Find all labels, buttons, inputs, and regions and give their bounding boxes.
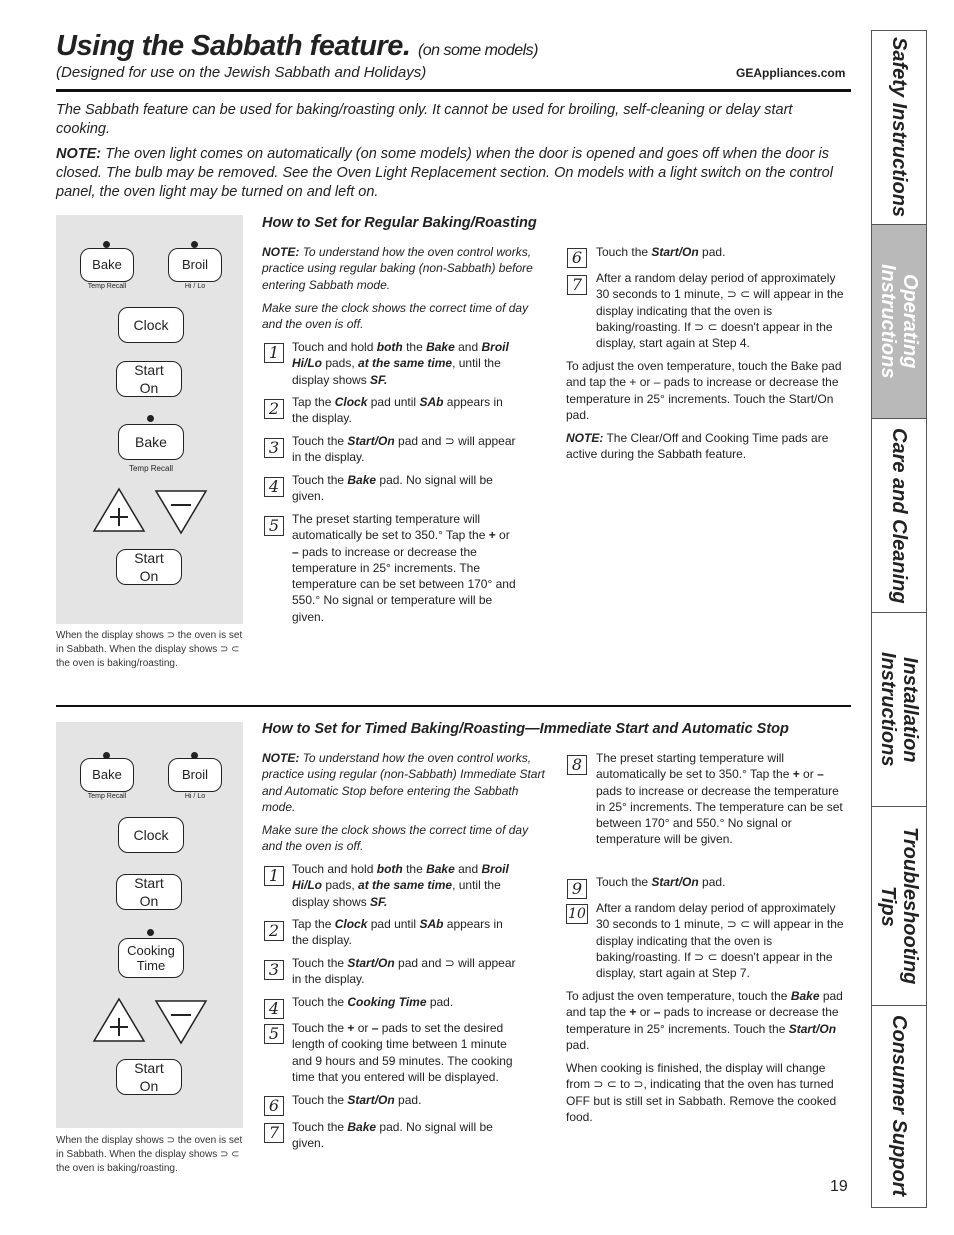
section-heading: How to Set for Regular Baking/Roasting	[262, 215, 537, 231]
step-text: Tap the Clock pad until SAb appears in the display.	[292, 917, 503, 948]
step-number: 9	[567, 879, 587, 899]
minus-pad[interactable]	[156, 1001, 206, 1043]
indicator-dot	[147, 929, 154, 936]
broil-pad[interactable]: Broil	[168, 758, 222, 792]
page-number: 19	[830, 1178, 848, 1195]
step-text: Touch the Start/On pad.	[596, 245, 726, 259]
tab-troubleshooting-tips[interactable]: Troubleshooting Tips	[872, 807, 926, 1006]
adjust-temperature-text: To adjust the oven temperature, touch the Bake pad and tap the + or – pads to increase or decrease the temperature in 25° increments. Touch the Start/On pad.	[566, 989, 843, 1052]
cooking-finished-text: When cooking is finished, the display will change from ⊃ ⊂ to ⊃, indicating that the oven has turned OFF but is still set in Sabbath. Remove the cooked food.	[566, 1061, 837, 1124]
start-on-pad[interactable]: Start On	[116, 874, 182, 910]
practice-note: NOTE: To understand how the oven control works, practice using regular (non-Sabbath) Immediate Start and Automatic Stop before entering the Sabbath mode.	[262, 751, 545, 814]
step-text: After a random delay period of approximately 30 seconds to 1 minute, ⊃ ⊂ will appear in the display indicating that the oven is baking/roasting. If ⊃ ⊂ doesn't appear in the display, start again at Step 4.	[596, 271, 844, 351]
step-text: Touch the Start/On pad.	[596, 875, 726, 889]
adjust-temperature-text: To adjust the oven temperature, touch the Bake pad and tap the + or – pads to increase or decrease the temperature in 25° increments. Touch the Start/On pad.	[566, 359, 842, 422]
panel-caption: When the display shows ⊃ the oven is set in Sabbath. When the display shows ⊃ ⊂ the oven is baking/roasting.	[56, 630, 243, 669]
step-text: The preset starting temperature will automatically be set to 350.° Tap the + or – pads to increase or decrease the temperature in 25° increments. The temperature can be set between 170° and 550.° No signal or temperature will be given.	[292, 512, 516, 624]
step-number: 1	[264, 866, 284, 886]
step-text: Touch the Bake pad. No signal will be given.	[292, 1120, 493, 1151]
step-text: Touch the Bake pad. No signal will be given.	[292, 473, 493, 504]
start-on-pad-2[interactable]: Start On	[116, 549, 182, 585]
clock-pad[interactable]: Clock	[118, 817, 184, 853]
section-tabs	[871, 30, 927, 1208]
page-subtitle: (Designed for use on the Jewish Sabbath and Holidays)	[56, 64, 427, 81]
bake-pad[interactable]: Bake	[80, 758, 134, 792]
control-panel-illustration	[56, 215, 243, 624]
step-text: Touch the Start/On pad and ⊃ will appear in the display.	[292, 956, 516, 987]
hi-lo-label: Hi / Lo	[184, 283, 206, 290]
step-number: 3	[264, 960, 284, 980]
panel-caption: When the display shows ⊃ the oven is set in Sabbath. When the display shows ⊃ ⊂ the oven is baking/roasting.	[56, 1135, 243, 1174]
step-text: After a random delay period of approximately 30 seconds to 1 minute, ⊃ ⊂ will appear in the display indicating that the oven is baking/roasting. If ⊃ ⊂ doesn't appear in the display, start again at Step 7.	[596, 901, 844, 981]
step-number: 4	[264, 477, 284, 497]
page-title: Using the Sabbath feature. (on some models)	[56, 30, 538, 62]
step-number: 5	[264, 516, 284, 536]
indicator-dot	[147, 415, 154, 422]
tab-installation-instructions[interactable]: Installation Instructions	[872, 613, 926, 807]
step-number: 10	[566, 904, 588, 924]
intro-paragraph: The Sabbath feature can be used for baking/roasting only. It cannot be used for broiling, self-cleaning or delay start cooking.	[56, 102, 793, 137]
plus-minus-pads[interactable]	[92, 997, 212, 1045]
step-number: 2	[264, 399, 284, 419]
step-number: 7	[264, 1123, 284, 1143]
step-number: 4	[264, 999, 284, 1019]
practice-note: NOTE: To understand how the oven control works, practice using regular baking (non-Sabbath) before entering Sabbath mode.	[262, 245, 533, 292]
step-number: 5	[264, 1024, 284, 1044]
step-text: Touch and hold both the Bake and Broil Hi/Lo pads, at the same time, until the display shows SF.	[292, 862, 509, 909]
website-link[interactable]: GEAppliances.com	[736, 66, 846, 80]
tab-consumer-support[interactable]: Consumer Support	[888, 1015, 910, 1197]
cooking-time-pad[interactable]: Cooking Time	[118, 938, 184, 978]
bake-pad[interactable]: Bake	[80, 248, 134, 282]
tab-safety-instructions[interactable]: Safety Instructions	[872, 31, 926, 225]
clock-note: Make sure the clock shows the correct time of day and the oven is off.	[262, 301, 529, 332]
step-number: 3	[264, 438, 284, 458]
broil-pad[interactable]: Broil	[168, 248, 222, 282]
step-number: 1	[264, 343, 284, 363]
start-on-pad[interactable]: Start On	[116, 361, 182, 397]
tab-care-and-cleaning[interactable]: Care and Cleaning	[872, 419, 926, 613]
minus-pad[interactable]	[156, 491, 206, 533]
section-heading: How to Set for Timed Baking/Roasting—Immediate Start and Automatic Stop	[262, 721, 789, 737]
step-text: Tap the Clock pad until SAb appears in the display.	[292, 395, 503, 426]
temp-recall-label: Temp Recall	[128, 464, 173, 473]
step-text: Touch the Cooking Time pad.	[292, 995, 454, 1009]
step-number: 6	[567, 248, 587, 268]
hi-lo-label: Hi / Lo	[184, 793, 206, 800]
indicator-dot	[103, 241, 110, 248]
step-text: Touch the + or – pads to set the desired length of cooking time between 1 minute and 9 hours and 59 minutes. The cooking time that you entered will be displayed.	[292, 1021, 513, 1084]
tab-operating-instructions[interactable]: Operating Instructions	[872, 225, 926, 419]
step-text: Touch the Start/On pad.	[292, 1093, 422, 1107]
step-text: The preset starting temperature will automatically be set to 350.° Tap the + or – pads to increase or decrease the temperature in 25° increments. The temperature can be set between 170° and 550.° No signal or temperature will be given.	[596, 751, 843, 847]
clock-pad[interactable]: Clock	[118, 307, 184, 343]
step-number: 7	[567, 275, 587, 295]
bake-pad-large[interactable]: Bake	[118, 424, 184, 460]
step-number: 2	[264, 921, 284, 941]
step-text: Touch the Start/On pad and ⊃ will appear in the display.	[292, 434, 516, 465]
temp-recall-label: Temp Recall	[87, 793, 127, 800]
section-divider	[56, 705, 851, 707]
clock-note: Make sure the clock shows the correct time of day and the oven is off.	[262, 823, 529, 854]
intro-note: NOTE: The oven light comes on automatically (on some models) when the door is opened and goes off when the door is closed. The bulb may be removed. See the Oven Light Replacement section. On models with a light switch on the control panel, the oven light may be turned on and left on.	[56, 146, 833, 200]
temp-recall-label: Temp Recall	[87, 283, 127, 290]
plus-minus-pads[interactable]	[92, 487, 212, 535]
pads-active-note: NOTE: The Clear/Off and Cooking Time pads are active during the Sabbath feature.	[566, 431, 829, 462]
step-text: Touch and hold both the Bake and Broil Hi/Lo pads, at the same time, until the display shows SF.	[292, 340, 509, 387]
start-on-pad-2[interactable]: Start On	[116, 1059, 182, 1095]
indicator-dot	[191, 241, 198, 248]
control-panel-illustration	[56, 722, 243, 1128]
header-rule	[56, 89, 851, 92]
step-number: 8	[567, 755, 587, 775]
step-number: 6	[264, 1096, 284, 1116]
title-note: (on some models)	[417, 42, 538, 59]
